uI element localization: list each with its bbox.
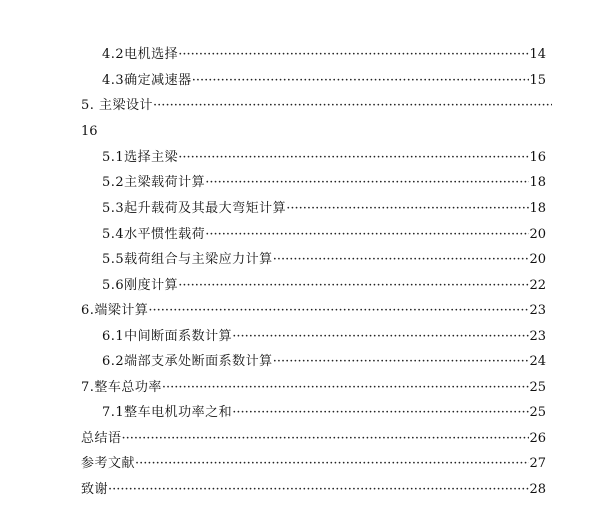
toc-entry-4-3[interactable] xyxy=(102,70,546,92)
dot-leader xyxy=(162,377,530,399)
toc-entry-5-5[interactable] xyxy=(102,249,546,271)
toc-entry-5-6[interactable] xyxy=(102,275,546,297)
dot-leader xyxy=(178,44,529,66)
dot-leader xyxy=(178,147,529,169)
toc-entry-7[interactable] xyxy=(81,377,546,399)
toc-entry-page: 14 xyxy=(529,47,546,62)
dot-leader xyxy=(205,224,529,246)
toc-entry-acknowledgements[interactable] xyxy=(81,479,546,501)
dot-leader xyxy=(273,249,530,271)
toc-entry-title: 参考文献 xyxy=(81,456,136,471)
toc-entry-page: 22 xyxy=(529,278,546,293)
toc-entry-conclusion[interactable] xyxy=(81,428,546,450)
toc-entry-5-1[interactable] xyxy=(102,147,546,169)
toc-entry-title: 4.2电机选择 xyxy=(102,47,179,62)
dot-leader xyxy=(232,326,529,348)
toc-entry-page: 23 xyxy=(529,329,546,344)
toc-entry-title: 总结语 xyxy=(81,431,122,446)
dot-leader xyxy=(108,479,529,501)
toc-entry-page: 24 xyxy=(529,354,546,369)
toc-entry-title: 6.端梁计算 xyxy=(81,303,149,318)
dot-leader xyxy=(178,275,529,297)
dot-leader xyxy=(205,172,529,194)
toc-entry-4-2[interactable] xyxy=(102,44,546,66)
toc-entry-5-2[interactable] xyxy=(102,172,546,194)
dot-leader xyxy=(148,300,529,322)
toc-entry-page-wrapped: 16 xyxy=(81,124,98,139)
toc-entry-title: 6.2端部支承处断面系数计算 xyxy=(102,354,273,369)
toc-entry-title: 5.1选择主梁 xyxy=(102,150,179,165)
toc-entry-5-4[interactable] xyxy=(102,224,546,246)
toc-entry-6-2[interactable] xyxy=(102,351,546,373)
toc-entry-page: 15 xyxy=(529,73,546,88)
dot-leader xyxy=(232,402,529,424)
toc-entry-6[interactable] xyxy=(81,300,546,322)
toc-entry-title: 5.6刚度计算 xyxy=(102,278,179,293)
toc-entry-page: 18 xyxy=(529,175,546,190)
toc-entry-page: 27 xyxy=(529,456,546,471)
toc-entry-title: 5.4水平惯性载荷 xyxy=(102,227,206,242)
toc-entry-title: 5. 主梁设计 xyxy=(81,98,154,113)
toc-entry-title: 4.3确定减速器 xyxy=(102,73,192,88)
toc-entry-page: 20 xyxy=(529,252,546,267)
toc-entry-page: 20 xyxy=(529,227,546,242)
toc-entry-title: 6.1中间断面系数计算 xyxy=(102,329,233,344)
dot-leader xyxy=(273,351,530,373)
toc-entry-page: 16 xyxy=(529,150,546,165)
toc-entry-title: 5.2主梁载荷计算 xyxy=(102,175,206,190)
toc-entry-7-1[interactable] xyxy=(102,402,546,424)
toc-entry-title: 致谢 xyxy=(81,482,109,497)
toc-entry-page: 25 xyxy=(529,405,546,420)
dot-leader xyxy=(135,453,529,475)
toc-entry-title: 5.3起升载荷及其最大弯矩计算 xyxy=(102,201,287,216)
toc-entry-page: 23 xyxy=(529,303,546,318)
toc-entry-page: 28 xyxy=(529,482,546,497)
toc-entry-page: 25 xyxy=(529,380,546,395)
dot-leader xyxy=(286,198,529,220)
toc-entry-5-3[interactable] xyxy=(102,198,546,220)
toc-entry-title: 7.1整车电机功率之和 xyxy=(102,405,233,420)
toc-entry-references[interactable] xyxy=(81,453,546,475)
toc-entry-title: 5.5载荷组合与主梁应力计算 xyxy=(102,252,273,267)
dot-leader xyxy=(192,70,530,92)
toc-entry-title: 7.整车总功率 xyxy=(81,380,162,395)
dot-leader xyxy=(153,95,552,117)
toc-entry-page: 18 xyxy=(529,201,546,216)
toc-entry-page: 26 xyxy=(529,431,546,446)
dot-leader xyxy=(122,428,530,450)
toc-entry-5[interactable] xyxy=(81,95,552,117)
toc-entry-6-1[interactable] xyxy=(102,326,546,348)
